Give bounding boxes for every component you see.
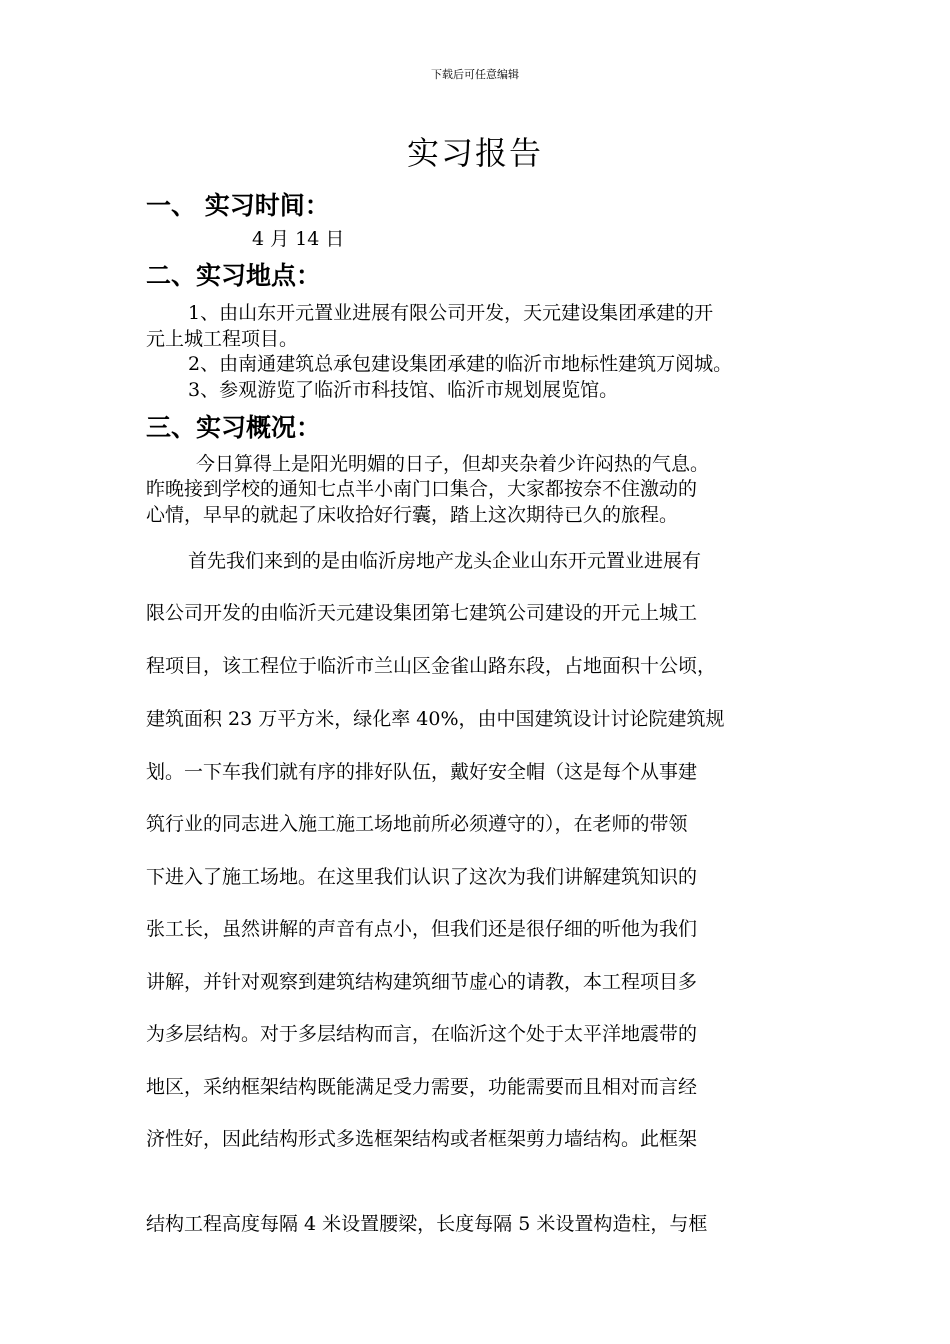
paragraph-line: 划。一下车我们就有序的排好队伍，戴好安全帽（这是每个从事建 bbox=[146, 761, 698, 783]
location-line: 2、由南通建筑总承包建设集团承建的临沂市地标性建筑万阅城。 bbox=[188, 353, 733, 375]
paragraph-line: 讲解，并针对观察到建筑结构建筑细节虚心的请教，本工程项目多 bbox=[146, 971, 698, 993]
paragraph-line: 首先我们来到的是由临沂房地产龙头企业山东开元置业进展有 bbox=[188, 550, 702, 572]
location-line: 3、参观游览了临沂市科技馆、临沂市规划展览馆。 bbox=[188, 379, 619, 401]
section-heading-time: 一、 实习时间： bbox=[146, 191, 330, 220]
section-heading-overview: 三、实习概况： bbox=[146, 413, 322, 442]
paragraph-line: 下进入了施工场地。在这里我们认识了这次为我们讲解建筑知识的 bbox=[146, 866, 698, 888]
page-title: 实习报告 bbox=[406, 134, 543, 172]
overview-line: 昨晚接到学校的通知七点半小南门口集合，大家都按奈不住激动的 bbox=[146, 478, 698, 500]
paragraph-line: 程项目，该工程位于临沂市兰山区金雀山路东段，占地面积十公顷， bbox=[146, 655, 717, 677]
paragraph-line: 限公司开发的由临沂天元建设集团第七建筑公司建设的开元上城工 bbox=[146, 602, 698, 624]
header-note: 下载后可任意编辑 bbox=[431, 68, 519, 81]
paragraph-line: 济性好，因此结构形式多选框架结构或者框架剪力墙结构。此框架 bbox=[146, 1128, 698, 1150]
section-time-line: 4 月 14 日 bbox=[252, 228, 345, 250]
location-line: 元上城工程项目。 bbox=[146, 328, 299, 350]
paragraph-line: 为多层结构。对于多层结构而言，在临沂这个处于太平洋地震带的 bbox=[146, 1023, 698, 1045]
paragraph-line: 建筑面积 23 万平方米，绿化率 40%，由中国建筑设计讨论院建筑规 bbox=[146, 708, 725, 730]
overview-line: 心情，早早的就起了床收拾好行囊，踏上这次期待已久的旅程。 bbox=[146, 504, 679, 526]
location-line: 1、由山东开元置业进展有限公司开发，天元建设集团承建的开 bbox=[188, 302, 714, 324]
overview-line: 今日算得上是阳光明媚的日子，但却夹杂着少许闷热的气息。 bbox=[196, 453, 710, 475]
paragraph-line: 筑行业的同志进入施工施工场地前所必须遵守的），在老师的带领 bbox=[146, 813, 688, 835]
paragraph-line: 结构工程高度每隔 4 米设置腰梁，长度每隔 5 米设置构造柱，与框 bbox=[146, 1213, 708, 1235]
paragraph-line: 地区，采纳框架结构既能满足受力需要，功能需要而且相对而言经 bbox=[146, 1076, 698, 1098]
paragraph-line: 张工长，虽然讲解的声音有点小，但我们还是很仔细的听他为我们 bbox=[146, 918, 698, 940]
section-heading-location: 二、实习地点： bbox=[146, 261, 322, 290]
